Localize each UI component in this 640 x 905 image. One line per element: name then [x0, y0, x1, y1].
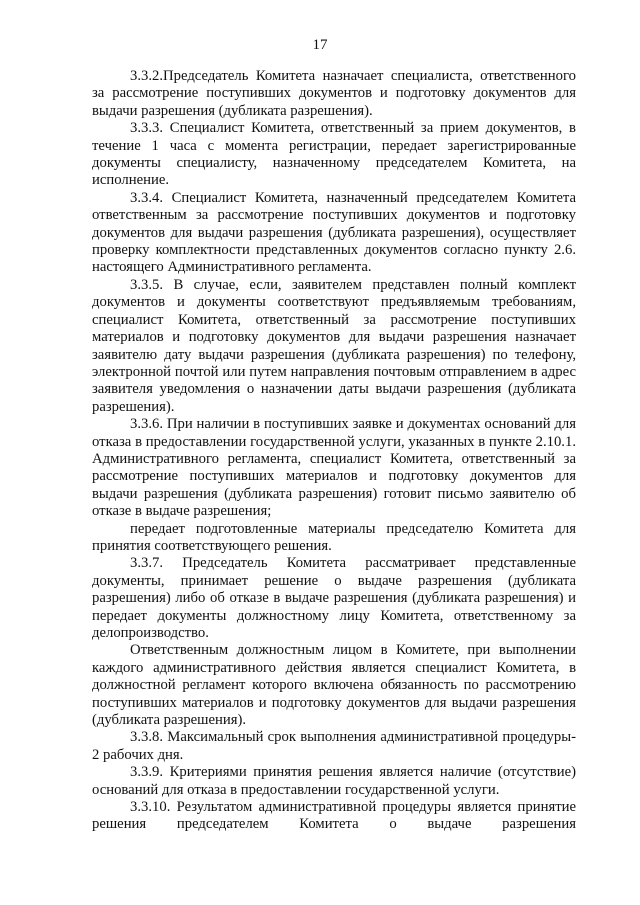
paragraph-3-3-2: 3.3.2.Председатель Комитета назначает специалиста, ответственного за рассмотрение поступивших документов и подготовку документов для выдачи разрешения (дубликата разрешения).: [92, 68, 576, 119]
page-number: 17: [312, 37, 328, 53]
paragraph-responsible-official: Ответственным должностным лицом в Комитете, при выполнении каждого административного действия является специалист Комитета, в должностной регламент которого включена обязанность по рассмотрению поступивших материалов и подготовку документов для выдачи разрешения (дубликата разрешения).: [92, 642, 576, 729]
paragraph-3-3-7: 3.3.7. Председатель Комитета рассматривает представленные документы, принимает решение о выдаче разрешения (дубликата разрешения) либо об отказе в выдаче разрешения (дубликата разрешения) и передает документы должностному лицу Комитета, ответственному за делопроизводство.: [92, 555, 576, 641]
paragraph-3-3-6: 3.3.6. При наличии в поступивших заявке и документах оснований для отказа в предоставлении государственной услуги, указанных в пункте 2.10.1. Административного регламента, специалист Комитета, ответственный за рассмотрение поступивших материалов и подготовку документов для выдачи разрешения (дубликата разрешения) готовит письмо заявителю об отказе в выдаче разрешения;: [92, 416, 576, 520]
paragraph-3-3-6-continuation: передает подготовленные материалы председателю Комитета для принятия соответствующего решения.: [92, 520, 576, 554]
paragraph-3-3-9: 3.3.9. Критериями принятия решения является наличие (отсутствие) оснований для отказа в предоставлении государственной услуги.: [92, 764, 576, 798]
paragraph-3-3-5: 3.3.5. В случае, если, заявителем представлен полный комплект документов и документы соответствуют предъявляемым требованиям, специалист Комитета, ответственный за рассмотрение поступивших материалов и подготовку документов для выдачи разрешения назначает заявителю дату выдачи разрешения (дубликата разрешения) по телефону, электронной почтой или путем направления почтовым отправлением в адрес заявителя уведомления о назначении даты выдачи разрешения (дубликата разрешения).: [92, 276, 576, 415]
paragraph-3-3-8: 3.3.8. Максимальный срок выполнения административной процедуры- 2 рабочих дня.: [92, 729, 576, 763]
paragraph-3-3-3: 3.3.3. Специалист Комитета, ответственный за прием документов, в течение 1 часа с момента регистрации, передает зарегистрированные документы специалисту, назначенному председателем Комитета, на исполнение.: [92, 120, 576, 189]
paragraph-3-3-10: 3.3.10. Результатом административной процедуры является принятие решения председателем Комитета о выдаче разрешения: [92, 799, 576, 833]
paragraph-3-3-4: 3.3.4. Специалист Комитета, назначенный председателем Комитета ответственным за рассмотрение поступивших документов и подготовку документов для выдачи разрешения (дубликата разрешения), осуществляет проверку комплектности представленных документов согласно пункту 2.6. настоящего Административного регламента.: [92, 189, 576, 276]
document-body: [92, 68, 576, 834]
